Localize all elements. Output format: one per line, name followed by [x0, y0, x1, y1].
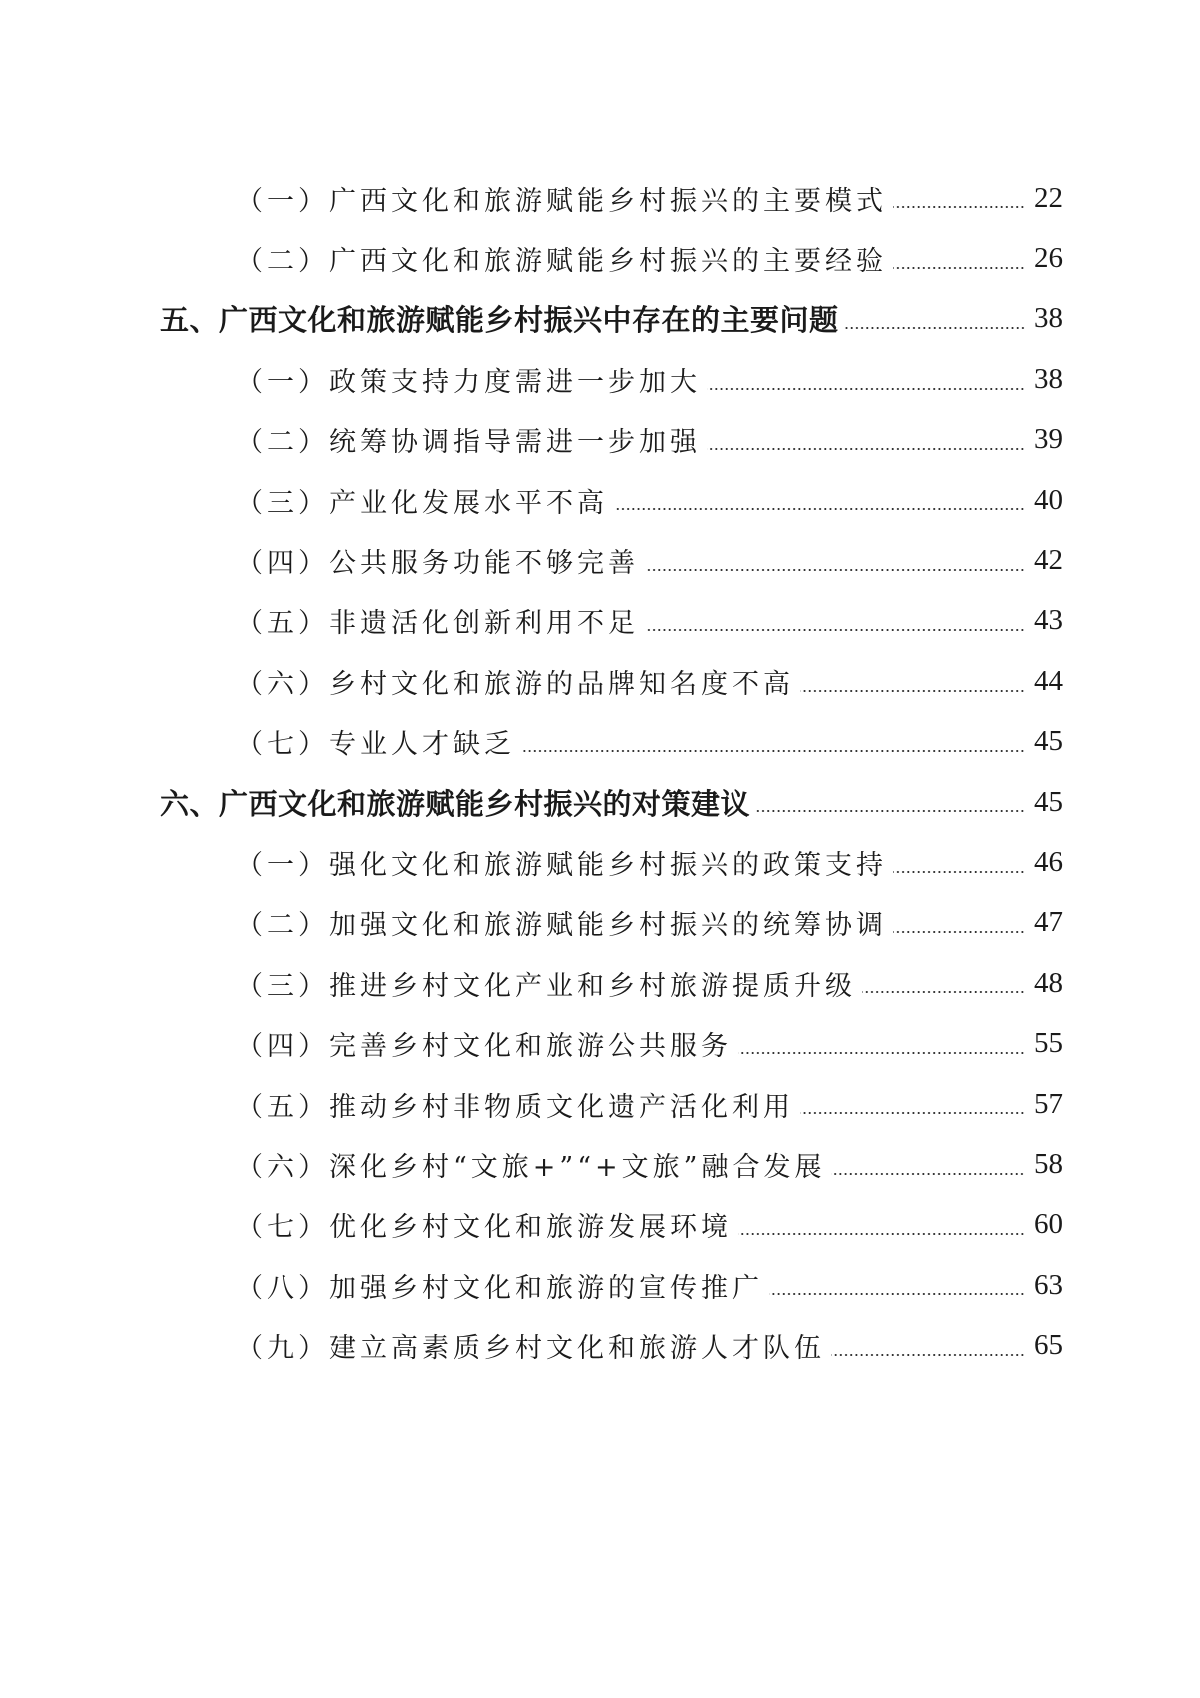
toc-entry-page: 38 — [1034, 362, 1063, 395]
toc-entry-6-5[interactable] — [0, 1074, 1200, 1134]
dot-leader — [893, 206, 1025, 208]
toc-entry-5-6[interactable] — [0, 651, 1200, 711]
toc-entry-page: 45 — [1034, 725, 1063, 758]
toc-entry-4-1[interactable] — [0, 168, 1200, 228]
toc-entry-6-9[interactable] — [0, 1315, 1200, 1375]
toc-entry-label: （七）优化乡村文化和旅游发展环境 — [236, 1212, 732, 1244]
dot-leader — [645, 569, 1025, 571]
dot-leader — [893, 931, 1025, 933]
toc-entry-5-7[interactable] — [0, 712, 1200, 772]
dot-leader — [614, 508, 1025, 510]
toc-entry-page: 65 — [1034, 1329, 1063, 1362]
dot-leader — [893, 267, 1025, 269]
dot-leader — [800, 690, 1025, 692]
dot-leader — [831, 1354, 1025, 1356]
toc-entry-6-2[interactable] — [0, 893, 1200, 953]
toc-entry-page: 43 — [1034, 604, 1063, 637]
dot-leader — [738, 1233, 1025, 1235]
toc-entry-label: （三）产业化发展水平不高 — [236, 487, 608, 519]
toc-entry-label: （八）加强乡村文化和旅游的宣传推广 — [236, 1272, 763, 1304]
toc-entry-label: （七）专业人才缺乏 — [236, 729, 515, 761]
toc-chapter-label: 六、广西文化和旅游赋能乡村振兴的对策建议 — [160, 786, 751, 821]
toc-entry-5-2[interactable] — [0, 410, 1200, 470]
toc-entry-6-7[interactable] — [0, 1195, 1200, 1255]
toc-chapter-label: 五、广西文化和旅游赋能乡村振兴中存在的主要问题 — [160, 303, 839, 338]
toc-entry-6-4[interactable] — [0, 1013, 1200, 1073]
dot-leader — [521, 750, 1025, 752]
toc-chapter-5[interactable] — [0, 289, 1200, 349]
toc-entry-page: 42 — [1034, 544, 1063, 577]
toc-entry-label: （五）推动乡村非物质文化遗产活化利用 — [236, 1091, 794, 1123]
toc-entry-page: 46 — [1034, 845, 1063, 878]
toc-entry-label: （二）加强文化和旅游赋能乡村振兴的统筹协调 — [236, 910, 887, 942]
toc-entry-5-3[interactable] — [0, 470, 1200, 530]
toc-entry-5-4[interactable] — [0, 530, 1200, 590]
toc-entry-6-3[interactable] — [0, 953, 1200, 1013]
toc-entry-6-8[interactable] — [0, 1255, 1200, 1315]
toc-entry-page: 63 — [1034, 1268, 1063, 1301]
dot-leader — [707, 448, 1025, 450]
toc-entry-label: （六）深化乡村“文旅+”“+文旅”融合发展 — [236, 1151, 826, 1183]
toc-entry-page: 48 — [1034, 966, 1063, 999]
toc-entry-page: 39 — [1034, 423, 1063, 456]
toc-entry-label: （一）强化文化和旅游赋能乡村振兴的政策支持 — [236, 849, 887, 881]
dot-leader — [756, 810, 1025, 812]
toc-entry-page: 60 — [1034, 1208, 1063, 1241]
dot-leader — [831, 1173, 1025, 1175]
toc-entry-label: （一）广西文化和旅游赋能乡村振兴的主要模式 — [236, 185, 887, 217]
toc-entry-page: 26 — [1034, 242, 1063, 275]
toc-entry-page: 47 — [1034, 906, 1063, 939]
toc-entry-page: 44 — [1034, 664, 1063, 697]
toc-chapter-page: 45 — [1034, 785, 1063, 818]
toc-entry-label: （二）广西文化和旅游赋能乡村振兴的主要经验 — [236, 246, 887, 278]
dot-leader — [800, 1112, 1025, 1114]
toc-entry-label: （九）建立高素质乡村文化和旅游人才队伍 — [236, 1333, 825, 1365]
table-of-contents — [0, 168, 1200, 1376]
toc-entry-5-1[interactable] — [0, 349, 1200, 409]
toc-entry-page: 22 — [1034, 181, 1063, 214]
toc-entry-label: （四）完善乡村文化和旅游公共服务 — [236, 1031, 732, 1063]
toc-entry-label: （五）非遗活化创新利用不足 — [236, 608, 639, 640]
toc-entry-page: 58 — [1034, 1147, 1063, 1180]
dot-leader — [862, 991, 1025, 993]
toc-entry-6-6[interactable] — [0, 1134, 1200, 1194]
toc-chapter-page: 38 — [1034, 302, 1063, 335]
dot-leader — [738, 1052, 1025, 1054]
toc-entry-5-5[interactable] — [0, 591, 1200, 651]
toc-entry-page: 55 — [1034, 1027, 1063, 1060]
toc-chapter-6[interactable] — [0, 772, 1200, 832]
toc-entry-page: 40 — [1034, 483, 1063, 516]
dot-leader — [769, 1293, 1025, 1295]
toc-entry-label: （三）推进乡村文化产业和乡村旅游提质升级 — [236, 970, 856, 1002]
toc-entry-label: （一）政策支持力度需进一步加大 — [236, 366, 701, 398]
toc-entry-label: （四）公共服务功能不够完善 — [236, 548, 639, 580]
toc-entry-label: （六）乡村文化和旅游的品牌知名度不高 — [236, 668, 794, 700]
dot-leader — [845, 327, 1025, 329]
dot-leader — [893, 871, 1025, 873]
dot-leader — [645, 629, 1025, 631]
toc-entry-4-2[interactable] — [0, 228, 1200, 288]
toc-entry-page: 57 — [1034, 1087, 1063, 1120]
dot-leader — [707, 388, 1025, 390]
toc-entry-6-1[interactable] — [0, 832, 1200, 892]
toc-entry-label: （二）统筹协调指导需进一步加强 — [236, 427, 701, 459]
